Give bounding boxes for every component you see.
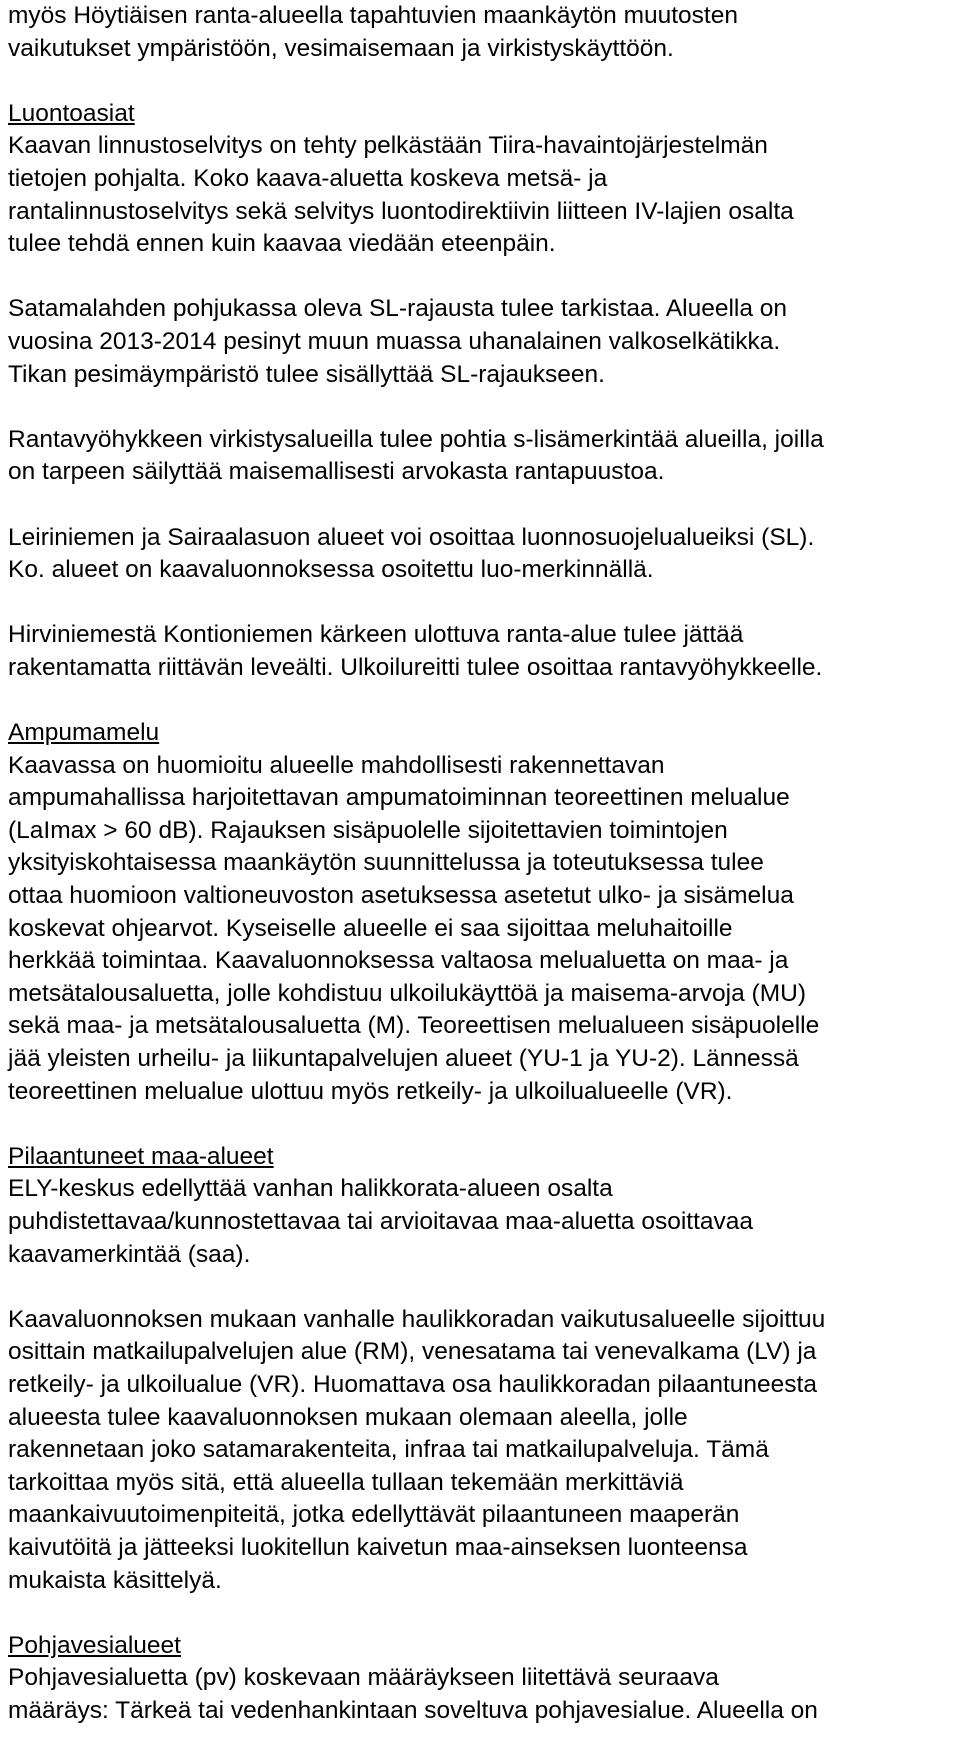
section-pilaantuneet-maa-alueet (8, 1141, 960, 1271)
paragraph-leiriniemi (8, 522, 960, 587)
text-line: myös Höytiäisen ranta-alueella tapahtuvien maankäytön muutosten (8, 2, 738, 29)
text-line: ELY-keskus edellyttää vanhan halikkorata-alueen osalta (8, 1175, 613, 1203)
text-line: Hirviniemestä Kontioniemen kärkeen ulottuva ranta-alue tulee jättää (8, 621, 744, 649)
section-heading-pilaantuneet: Pilaantuneet maa-alueet (8, 1142, 274, 1170)
text-line: sekä maa- ja metsätalousaluetta (M). Teoreettisen melualueen sisäpuolelle (8, 1012, 820, 1040)
text-line: (LaImax > 60 dB). Rajauksen sisäpuolelle sijoitettavien toimintojen (8, 816, 728, 844)
text-line: tarkoittaa myös sitä, että alueella tullaan tekemään merkittäviä (8, 1468, 684, 1496)
text-line: maankaivuutoimenpiteitä, jotka edellyttävät pilaantuneen maaperän (8, 1501, 740, 1529)
text-line: kaavamerkintää (saa). (8, 1240, 251, 1268)
text-line: metsätalousaluetta, jolle kohdistuu ulkoilukäyttöä ja maisema-arvoja (MU) (8, 979, 806, 1007)
paragraph-rantavyohyke (8, 424, 960, 489)
text-line: Kaavassa on huomioitu alueelle mahdollisesti rakennettavan (8, 751, 665, 779)
text-line: Kaavaluonnoksen mukaan vanhalle haulikkoradan vaikutusalueelle sijoittuu (8, 1305, 826, 1333)
text-line: Tikan pesimäympäristö tulee sisällyttää SL-rajaukseen. (8, 360, 605, 388)
text-line: koskevat ohjearvot. Kyseiselle alueelle ei saa sijoittaa meluhaitoille (8, 914, 733, 942)
text-line: Ko. alueet on kaavaluonnoksessa osoitettu luo-merkinnällä. (8, 556, 654, 584)
text-line: kaivutöitä ja jätteeksi luokitellun kaivetun maa-ainseksen luonteensa (8, 1533, 748, 1561)
text-line: vaikutukset ympäristöön, vesimaisemaan ja virkistyskäyttöön. (8, 34, 674, 62)
text-line: jää yleisten urheilu- ja liikuntapalvelujen alueet (YU-1 ja YU-2). Lännessä (8, 1045, 799, 1072)
text-line: alueesta tulee kaavaluonnoksen mukaan olemaan aleella, jolle (8, 1403, 688, 1431)
text-line: rakennetaan joko satamarakenteita, infraa tai matkailupalveluja. Tämä (8, 1436, 769, 1464)
text-line: Rantavyöhykkeen virkistysalueilla tulee pohtia s-lisämerkintää alueilla, joilla (8, 425, 824, 453)
text-line: ottaa huomioon valtioneuvoston asetuksessa asetetut ulko- ja sisämelua (8, 882, 794, 910)
section-heading-luontoasiat: Luontoasiat (8, 99, 135, 127)
section-ampumamelu (8, 717, 960, 1108)
text-line: Pohjavesialuetta (pv) koskevaan määräykseen liitettävä seuraava (8, 1664, 719, 1692)
section-pohjavesialueet (8, 1630, 960, 1728)
text-line: Leiriniemen ja Sairaalasuon alueet voi osoittaa luonnosuojelualueiksi (SL). (8, 523, 815, 551)
text-line: Satamalahden pohjukassa oleva SL-rajausta tulee tarkistaa. Alueella on (8, 295, 788, 323)
text-line: Kaavan linnustoselvitys on tehty pelkästään Tiira-havaintojärjestelmän (8, 132, 768, 160)
text-line: puhdistettavaa/kunnostettavaa tai arvioitavaa maa-aluetta osoittavaa (8, 1207, 754, 1235)
text-line: osittain matkailupalvelujen alue (RM), venesatama tai venevalkama (LV) ja (8, 1338, 817, 1366)
text-line: vuosina 2013-2014 pesinyt muun muassa uhanalainen valkoselkätikka. (8, 327, 781, 355)
text-line: yksityiskohtaisessa maankäytön suunnittelussa ja toteutuksessa tulee (8, 849, 764, 877)
paragraph-luontoasiat (8, 98, 960, 261)
text-line: tietojen pohjalta. Koko kaava-aluetta koskeva metsä- ja (8, 164, 608, 192)
text-line: rantalinnustoselvitys sekä selvitys luontodirektiivin liitteen IV-lajien osalta (8, 197, 794, 225)
text-line: teoreettinen melualue ulottuu myös retkeily- ja ulkoilualueelle (VR). (8, 1077, 733, 1105)
paragraph-intro (8, 0, 960, 65)
paragraph-hirviniemi (8, 619, 960, 684)
text-line: tulee tehdä ennen kuin kaavaa viedään eteenpäin. (8, 230, 556, 258)
text-line: retkeily- ja ulkoilualue (VR). Huomattava osa haulikkoradan pilaantuneesta (8, 1370, 817, 1398)
text-line: rakentamatta riittävän leveälti. Ulkoilureitti tulee osoittaa rantavyöhykkeelle. (8, 653, 823, 681)
text-line: määräys: Tärkeä tai vedenhankintaan soveltuva pohjavesialue. Alueella on (8, 1696, 818, 1724)
paragraph-haulikkorata (8, 1304, 960, 1597)
paragraph-satamalahti (8, 293, 960, 391)
text-line: herkkää toimintaa. Kaavaluonnoksessa valtaosa melualuetta on maa- ja (8, 947, 789, 975)
section-heading-pohjavesialueet: Pohjavesialueet (8, 1631, 181, 1659)
section-heading-ampumamelu: Ampumamelu (8, 719, 160, 747)
text-line: ampumahallissa harjoitettavan ampumatoiminnan teoreettinen melualue (8, 784, 790, 812)
text-line: on tarpeen säilyttää maisemallisesti arvokasta rantapuustoa. (8, 458, 665, 486)
text-line: mukaista käsittelyä. (8, 1566, 222, 1594)
